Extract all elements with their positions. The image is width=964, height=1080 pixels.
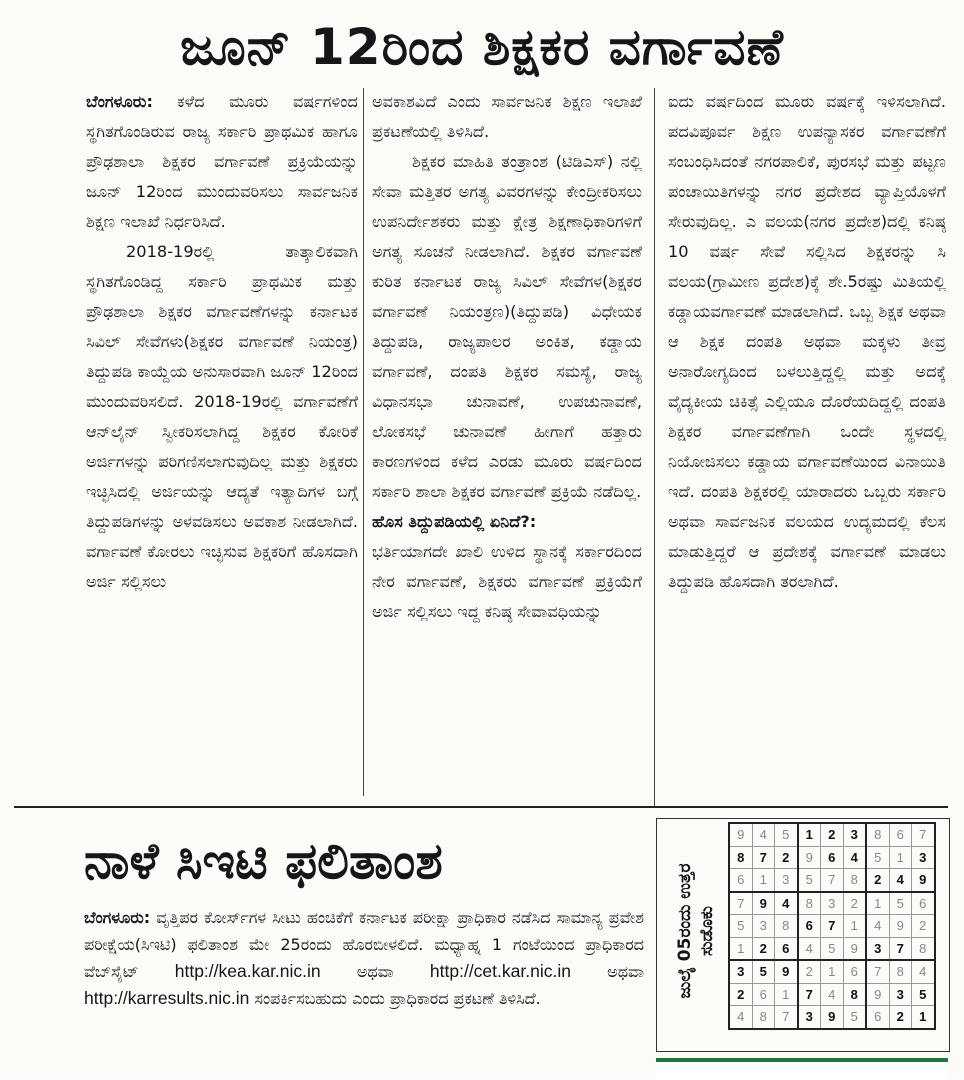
sudoku-cell: 6: [843, 960, 866, 983]
story-text: ವೃತ್ತಿಪರ ಕೋರ್ಸ್‌ಗಳ ಸೀಟು ಹಂಚಿಕೆಗೆ ಕರ್ನಾಟಕ ಪರೀಕ್ಷಾ ಪ್ರಾಧಿಕಾರ ನಡೆಸಿದ ಸಾಮಾನ್ಯ ಪ್ರವೇಶ ಪರೀಕ್ಷೆಯ(ಸಿಇಟಿ) ಫಲಿತಾಂಶ ಮೇ 25ರಂದು ಹೊರಬೀಳಲಿದೆ. ಮಧ್ಯಾಹ್ನ 1 ಗಂಟೆಯಿಂದ ಪ್ರಾಧಿಕಾರದ ವೆಬ್‌ಸೈಟ್: [84, 908, 644, 981]
column-divider: [363, 88, 364, 796]
cet-headline: ನಾಳೆ ಸಿಇಟಿ ಫಲಿತಾಂಶ: [84, 832, 443, 890]
sudoku-cell: 9: [729, 823, 752, 846]
sudoku-cell: 7: [866, 960, 889, 983]
sudoku-cell: 2: [798, 960, 821, 983]
sudoku-cell: 5: [843, 1006, 866, 1029]
sudoku-cell: 4: [798, 937, 821, 960]
sudoku-row: [729, 915, 935, 938]
sudoku-cell: 6: [775, 937, 798, 960]
sudoku-cell: 9: [912, 869, 935, 892]
article-paragraph: ಐದು ವರ್ಷದಿಂದ ಮೂರು ವರ್ಷಕ್ಕೆ ಇಳಿಸಲಾಗಿದೆ. ಪದವಿಪೂರ್ವ ಶಿಕ್ಷಣ ಉಪನ್ಯಾಸಕರ ವರ್ಗಾವಣೆಗೆ ಸಂಬಂಧಿಸಿದಂತೆ ನಗರಪಾಲಿಕೆ, ಪುರಸಭೆ ಮತ್ತು ಪಟ್ಟಣ ಪಂಚಾಯಿತಿಗಳನ್ನು ನಗರ ಪ್ರದೇಶದ ವ್ಯಾಪ್ತಿಯೊಳಗೆ ಸೇರುವುದಿಲ್ಲ. ಎ ವಲಯ(ನಗರ ಪ್ರದೇಶ)ದಲ್ಲಿ ಕನಿಷ್ಠ 10 ವರ್ಷ ಸೇವೆ ಸಲ್ಲಿಸಿದ ಶಿಕ್ಷಕರನ್ನು ಸಿ ವಲಯ(ಗ್ರಾಮೀಣ ಪ್ರದೇಶ)ಕ್ಕೆ ಶೇ.5ರಷ್ಟು ಮಿತಿಯಲ್ಲಿ ಕಡ್ಡಾಯವರ್ಗಾವಣೆ ಮಾಡಲಾಗಿದೆ. ಒಬ್ಬ ಶಿಕ್ಷಕ ಅಥವಾ ಆ ಶಿಕ್ಷಕ ದಂಪತಿ ಅಥವಾ ಮಕ್ಕಳು ತೀವ್ರ ಅನಾರೋಗ್ಯದಿಂದ ಬಳಲುತ್ತಿದ್ದಲ್ಲಿ ಮತ್ತು ಅದಕ್ಕೆ ವೈದ್ಯಕೀಯ ಚಿಕಿತ್ಸೆ ಎಲ್ಲಿಯೂ ದೊರೆಯದಿದ್ದಲ್ಲಿ ದಂಪತಿ ಶಿಕ್ಷಕರ ವರ್ಗಾವಣೆಗಾಗಿ ಒಂದೇ ಸ್ಥಳದಲ್ಲಿ ನಿಯೋಜಿಸಲು ಕಡ್ಡಾಯ ವರ್ಗಾವಣೆಯಿಂದ ವಿನಾಯಿತಿ ಇದೆ. ದಂಪತಿ ಶಿಕ್ಷಕರಲ್ಲಿ ಯಾರಾದರು ಒಬ್ಬರು ಸರ್ಕಾರಿ ಅಥವಾ ಸಾರ್ವಜನಿಕ ವಲಯದ ಉದ್ಯಮದಲ್ಲಿ ಕೆಲಸ ಮಾಡುತ್ತಿದ್ದರೆ ಆ ಪ್ರದೇಶಕ್ಕೆ ವರ್ಗಾವಣೆ ಮಾಡಲು ತಿದ್ದುಪಡಿ ಹೊಸದಾಗಿ ತರಲಾಗಿದೆ.: [668, 92, 946, 591]
sudoku-row: [729, 869, 935, 892]
sudoku-cell: 3: [912, 846, 935, 869]
sudoku-cell: 4: [752, 823, 775, 846]
sudoku-cell: 9: [821, 1006, 844, 1029]
story-text: ಸಂಪರ್ಕಿಸಬಹುದು ಎಂದು ಪ್ರಾಧಿಕಾರದ ಪ್ರಕಟಣೆ ತಿಳಿಸಿದೆ.: [254, 989, 541, 1008]
sudoku-cell: 3: [843, 823, 866, 846]
sudoku-row: [729, 823, 935, 846]
sudoku-cell: 7: [729, 892, 752, 915]
url-link: http://karresults.nic.in: [84, 988, 250, 1008]
sudoku-cell: 8: [843, 983, 866, 1006]
sudoku-cell: 6: [798, 915, 821, 938]
sudoku-row: [729, 846, 935, 869]
sudoku-cell: 3: [866, 937, 889, 960]
url-link: http://cet.kar.nic.in: [429, 961, 571, 981]
sudoku-cell: 2: [821, 823, 844, 846]
sudoku-cell: 5: [798, 869, 821, 892]
sudoku-cell: 6: [866, 1006, 889, 1029]
sudoku-cell: 5: [821, 937, 844, 960]
dateline: ಬೆಂಗಳೂರು:: [84, 908, 151, 927]
sudoku-cell: 4: [729, 1006, 752, 1029]
section-divider: [14, 806, 948, 808]
sudoku-cell: 2: [866, 869, 889, 892]
sudoku-row: [729, 892, 935, 915]
sudoku-cell: 8: [912, 937, 935, 960]
url-link: http://kea.kar.nic.in: [174, 961, 321, 981]
sudoku-cell: 8: [889, 960, 912, 983]
sudoku-cell: 1: [843, 915, 866, 938]
sudoku-cell: 2: [775, 846, 798, 869]
sudoku-cell: 3: [729, 960, 752, 983]
sudoku-cell: 5: [866, 846, 889, 869]
sudoku-cell: 8: [798, 892, 821, 915]
sudoku-cell: 1: [889, 846, 912, 869]
sudoku-cell: 4: [843, 846, 866, 869]
sudoku-cell: 2: [912, 915, 935, 938]
sudoku-cell: 8: [752, 1006, 775, 1029]
sudoku-cell: 3: [775, 869, 798, 892]
sudoku-cell: 5: [775, 823, 798, 846]
dateline: ಬೆಂಗಳೂರು:: [86, 92, 153, 111]
sudoku-cell: 2: [889, 1006, 912, 1029]
sudoku-cell: 6: [821, 846, 844, 869]
next-section-edge: [656, 1058, 948, 1080]
sudoku-cell: 9: [843, 937, 866, 960]
sudoku-label-line: ಸುಡೊಕು: [697, 906, 717, 956]
sudoku-row: [729, 983, 935, 1006]
sudoku-cell: 7: [798, 983, 821, 1006]
article-paragraph: ಅವಕಾಶವಿದೆ ಎಂದು ಸಾರ್ವಜನಿಕ ಶಿಕ್ಷಣ ಇಲಾಖೆ ಪ್ರಕಟಣೆಯಲ್ಲಿ ತಿಳಿಸಿದೆ.: [372, 92, 642, 141]
sudoku-label-line: ಜುಲೈ 05ರಂದು ಉತ್ತರ: [675, 863, 695, 999]
article-column-1: [86, 87, 358, 803]
article-column-3: [668, 87, 946, 803]
sudoku-row: [729, 937, 935, 960]
sudoku-cell: 2: [729, 983, 752, 1006]
sudoku-cell: 6: [729, 869, 752, 892]
sudoku-cell: 3: [821, 892, 844, 915]
sudoku-row: [729, 1006, 935, 1029]
sudoku-cell: 1: [775, 983, 798, 1006]
sudoku-cell: 9: [798, 846, 821, 869]
sudoku-cell: 4: [889, 869, 912, 892]
sudoku-cell: 7: [775, 1006, 798, 1029]
sudoku-cell: 1: [752, 869, 775, 892]
sudoku-cell: 2: [843, 892, 866, 915]
article-paragraph: ಶಿಕ್ಷಕರ ಮಾಹಿತಿ ತಂತ್ರಾಂಶ (ಟಿಡಿಎಸ್) ನಲ್ಲಿ ಸೇವಾ ಮತ್ತಿತರ ಅಗತ್ಯ ವಿವರಗಳನ್ನು ಕೇಂದ್ರೀಕರಿಸಲು ಉಪನಿರ್ದೇಶಕರು ಮತ್ತು ಕ್ಷೇತ್ರ ಶಿಕ್ಷಣಾಧಿಕಾರಿಗಳಿಗೆ ಅಗತ್ಯ ಸೂಚನೆ ನೀಡಲಾಗಿದೆ. ಶಿಕ್ಷಕರ ವರ್ಗಾವಣೆ ಕುರಿತ ಕರ್ನಾಟಕ ರಾಜ್ಯ ಸಿವಿಲ್ ಸೇವೆಗಳ(ಶಿಕ್ಷಕರ ವರ್ಗಾವಣೆ ನಿಯಂತ್ರಣ)(ತಿದ್ದುಪಡಿ) ವಿಧೇಯಕ ತಿದ್ದುಪಡಿ, ರಾಜ್ಯಪಾಲರ ಅಂಕಿತ, ಕಡ್ಡಾಯ ವರ್ಗಾವಣೆ, ದಂಪತಿ ಶಿಕ್ಷಕರ ಸಮಸ್ಯೆ, ರಾಜ್ಯ ವಿಧಾನಸಭಾ ಚುನಾವಣೆ, ಉಪಚುನಾವಣೆ, ಲೋಕಸಭೆ ಚುನಾವಣೆ ಹೀಗಾಗೆ ಹತ್ತಾರು ಕಾರಣಗಳಿಂದ ಕಳೆದ ಎರಡು ಮೂರು ವರ್ಷದಿಂದ ಸರ್ಕಾರಿ ಶಾಲಾ ಶಿಕ್ಷಕರ ವರ್ಗಾವಣೆ ಪ್ರಕ್ರಿಯೆ ನಡೆದಿಲ್ಲ.: [372, 152, 642, 501]
sudoku-cell: 8: [729, 846, 752, 869]
sudoku-cell: 3: [889, 983, 912, 1006]
sudoku-cell: 7: [889, 937, 912, 960]
subheading: ಹೊಸ ತಿದ್ದುಪಡಿಯಲ್ಲಿ ಏನಿದೆ?:: [372, 512, 537, 531]
sudoku-cell: 7: [821, 869, 844, 892]
sudoku-cell: 1: [866, 892, 889, 915]
sudoku-cell: 7: [821, 915, 844, 938]
sudoku-cell: 4: [912, 960, 935, 983]
sudoku-cell: 9: [866, 983, 889, 1006]
sudoku-cell: 8: [775, 915, 798, 938]
sudoku-cell: 6: [912, 892, 935, 915]
sudoku-cell: 3: [752, 915, 775, 938]
main-headline: ಜೂನ್ 12ರಿಂದ ಶಿಕ್ಷಕರ ವರ್ಗಾವಣೆ: [180, 18, 784, 76]
sudoku-cell: 6: [752, 983, 775, 1006]
sudoku-cell: 4: [821, 983, 844, 1006]
sudoku-cell: 6: [889, 823, 912, 846]
sudoku-cell: 9: [889, 915, 912, 938]
sudoku-cell: 5: [889, 892, 912, 915]
sudoku-row: [729, 960, 935, 983]
sudoku-answer-label: [672, 836, 720, 1026]
sudoku-cell: 5: [752, 960, 775, 983]
article-paragraph: ಕಳೆದ ಮೂರು ವರ್ಷಗಳಿಂದ ಸ್ಥಗಿತಗೊಂಡಿರುವ ರಾಜ್ಯ ಸರ್ಕಾರಿ ಪ್ರಾಥಮಿಕ ಹಾಗೂ ಪ್ರೌಢಶಾಲಾ ಶಿಕ್ಷಕರ ವರ್ಗಾವಣೆ ಪ್ರಕ್ರಿಯೆಯನ್ನು ಜೂನ್ 12ರಿಂದ ಮುಂದುವರಿಸಲು ಸಾರ್ವಜನಿಕ ಶಿಕ್ಷಣ ಇಲಾಖೆ ನಿರ್ಧರಿಸಿದೆ.: [86, 92, 358, 231]
cet-story: [84, 904, 644, 1044]
sudoku-cell: 1: [821, 960, 844, 983]
sudoku-cell: 1: [729, 937, 752, 960]
column-divider: [654, 88, 655, 808]
sudoku-cell: 8: [843, 869, 866, 892]
sudoku-cell: 8: [866, 823, 889, 846]
sudoku-cell: 4: [775, 892, 798, 915]
sudoku-grid: [728, 822, 936, 1030]
sudoku-cell: 3: [798, 1006, 821, 1029]
sudoku-cell: 5: [912, 983, 935, 1006]
article-paragraph: ಭರ್ತಿಯಾಗದೇ ಖಾಲಿ ಉಳಿದ ಸ್ಥಾನಕ್ಕೆ ಸರ್ಕಾರದಿಂದ ನೇರ ವರ್ಗಾವಣೆ, ಶಿಕ್ಷಕರು ವರ್ಗಾವಣೆ ಪ್ರಕ್ರಿಯೆಗೆ ಅರ್ಜಿ ಸಲ್ಲಿಸಲು ಇದ್ದ ಕನಿಷ್ಠ ಸೇವಾವಧಿಯನ್ನು: [372, 542, 642, 621]
sudoku-cell: 7: [912, 823, 935, 846]
sudoku-cell: 9: [752, 892, 775, 915]
article-column-2: [372, 87, 642, 803]
sudoku-cell: 4: [866, 915, 889, 938]
sudoku-cell: 1: [912, 1006, 935, 1029]
sudoku-cell: 7: [752, 846, 775, 869]
article-paragraph: 2018-19ರಲ್ಲಿ ತಾತ್ಕಾಲಿಕವಾಗಿ ಸ್ಥಗಿತಗೊಂಡಿದ್ದ ಸರ್ಕಾರಿ ಪ್ರಾಥಮಿಕ ಮತ್ತು ಪ್ರೌಢಶಾಲಾ ಶಿಕ್ಷಕರ ವರ್ಗಾವಣೆಗಳನ್ನು ಕರ್ನಾಟಕ ಸಿವಿಲ್ ಸೇವೆಗಳು(ಶಿಕ್ಷಕರ ವರ್ಗಾವಣೆ ನಿಯಂತ್ರ) ತಿದ್ದುಪಡಿ ಕಾಯ್ದೆಯ ಅನುಸಾರವಾಗಿ ಜೂನ್ 12ರಿಂದ ಮುಂದುವರಿಸಲಿದೆ. 2018-19ರಲ್ಲಿ ವರ್ಗಾವಣೆಗೆ ಆನ್‌ಲೈನ್ ಸ್ವೀಕರಿಸಲಾಗಿದ್ದ ಶಿಕ್ಷಕರ ಕೋರಿಕೆ ಅರ್ಜಿಗಳನ್ನು ಪರಿಗಣಿಸಲಾಗುವುದಿಲ್ಲ ಮತ್ತು ಶಿಕ್ಷಕರು ಇಚ್ಛಿಸಿದಲ್ಲಿ ಅರ್ಜಿಯನ್ನು ಆದ್ಯತೆ ಇತ್ಯಾದಿಗಳ ಬಗ್ಗೆ ತಿದ್ದುಪಡಿಗಳನ್ನು ಅಳವಡಿಸಲು ಅವಕಾಶ ನೀಡಲಾಗಿದೆ. ವರ್ಗಾವಣೆ ಕೋರಲು ಇಚ್ಛಿಸುವ ಶಿಕ್ಷಕರಿಗೆ ಹೊಸದಾಗಿ ಅರ್ಜಿ ಸಲ್ಲಿಸಲು: [86, 242, 358, 591]
story-text: ಅಥವಾ: [356, 962, 394, 981]
sudoku-cell: 1: [798, 823, 821, 846]
story-text: ಅಥವಾ: [607, 962, 644, 981]
sudoku-cell: 9: [775, 960, 798, 983]
sudoku-cell: 2: [752, 937, 775, 960]
sudoku-cell: 5: [729, 915, 752, 938]
